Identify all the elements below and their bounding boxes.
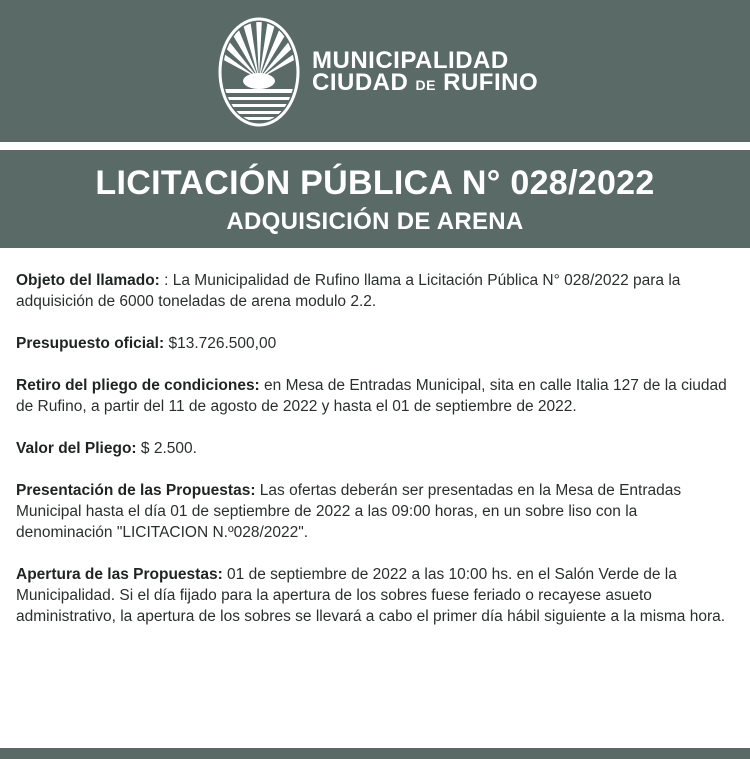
section-text: 01 de septiembre de 2022 a las 10:00 hs. en el Salón Verde de la Municipalidad. Si el día fijado para la apertura de los sobres fuese feriado o recayese asueto administrativo, la apertura de los sobres se llevará a cabo el primer día hábil siguiente a la misma hora. [16, 566, 726, 625]
brand-line-1: MUNICIPALIDAD [312, 47, 509, 74]
section-objeto [16, 270, 738, 312]
section-text: en Mesa de Entradas Municipal, sita en calle Italia 127 de la ciudad de Rufino, a partir del 11 de agosto de 2022 y hasta el 01 de septiembre de 2022. [16, 377, 727, 415]
document-body [16, 270, 738, 648]
brand-line-2-b: RUFINO [443, 69, 539, 96]
section-presupuesto [16, 333, 738, 354]
section-label: Presupuesto oficial: [16, 335, 165, 352]
title-band [0, 150, 750, 248]
section-label: Presentación de las Propuestas: [16, 482, 256, 499]
section-apertura [16, 564, 738, 627]
section-presentacion [16, 480, 738, 543]
section-text: $13.726.500,00 [164, 335, 277, 352]
footer-bar [0, 748, 750, 759]
section-text: $ 2.500. [136, 440, 197, 457]
section-retiro-pliego [16, 375, 738, 417]
brand-line-2-small: DE [415, 77, 436, 93]
section-label: Retiro del pliego de condiciones: [16, 377, 260, 394]
document-title: LICITACIÓN PÚBLICA N° 028/2022 [95, 164, 655, 202]
section-text: Las ofertas deberán ser presentadas en la Mesa de Entradas Municipal hasta el día 01 de septiembre de 2022 a las 09:00 horas, en un sobre liso con la denominación "LICITACION N.º028/2022". [16, 482, 682, 541]
header-banner [0, 0, 750, 142]
section-label: Valor del Pliego: [16, 440, 137, 457]
brand-line-2 [312, 69, 539, 96]
sunrise-fields-seal-icon [218, 17, 300, 127]
section-label: Apertura de las Propuestas: [16, 566, 223, 583]
brand-line-2-a: CIUDAD [312, 69, 409, 96]
section-label: Objeto del llamado: [16, 272, 160, 289]
section-valor-pliego [16, 438, 738, 459]
document-subtitle: ADQUISICIÓN DE ARENA [226, 208, 524, 235]
section-text: : La Municipalidad de Rufino llama a Licitación Pública N° 028/2022 para la adquisición de 6000 toneladas de arena modulo 2.2. [16, 272, 681, 310]
brand-wordmark [312, 47, 539, 96]
